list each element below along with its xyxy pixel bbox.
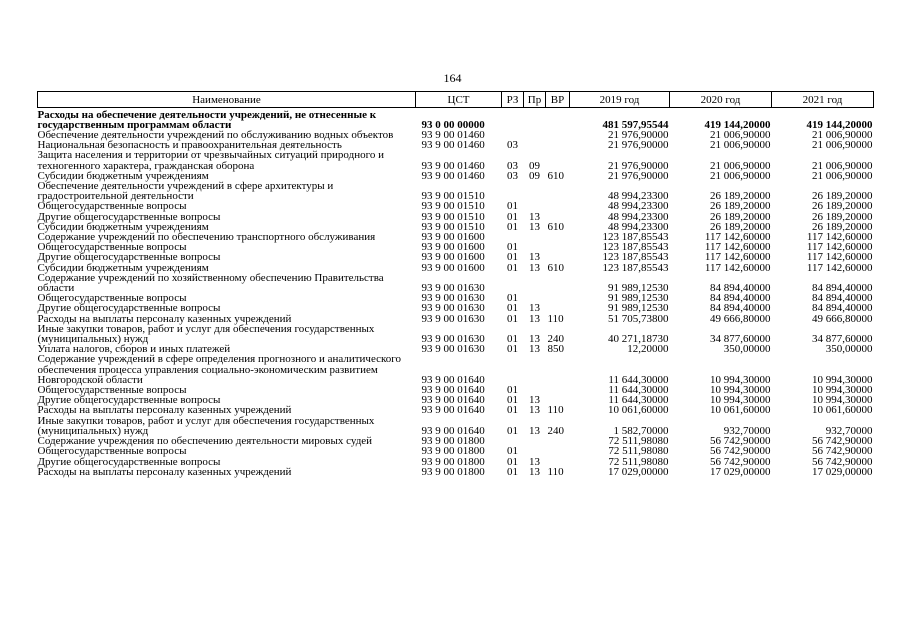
row-amount-2021: 117 142,60000 — [806, 261, 873, 274]
row-pr-code: 13 — [529, 465, 540, 478]
row-amount-2019: 72 511,98080 — [608, 445, 669, 458]
row-pr-code — [524, 436, 546, 446]
row-amount-2020: 21 006,90000 — [710, 129, 771, 141]
row-rz-code: 01 — [507, 445, 518, 458]
row-amount-2019: 91 989,12530 — [608, 282, 669, 295]
row-amount-2020: 49 666,80000 — [710, 312, 771, 325]
row-amount-2021: 26 189,20000 — [812, 210, 873, 223]
row-amount-2020: 117 142,60000 — [704, 231, 771, 244]
row-rz-code: 01 — [507, 455, 518, 468]
row-amount-2020: 26 189,20000 — [710, 210, 771, 223]
row-amount-2020: 84 894,40000 — [710, 282, 771, 295]
row-cst-code: 93 9 00 01510 — [421, 200, 485, 213]
row-amount-2021: 17 029,00000 — [812, 465, 873, 478]
row-amount-2020: 10 061,60000 — [710, 404, 771, 417]
row-amount-2019: 72 511,98080 — [608, 455, 669, 468]
row-name: Другие общегосударственные вопросы — [37, 302, 221, 315]
row-vr-code: 610 — [547, 261, 564, 274]
row-amount-2021: 21 006,90000 — [812, 159, 873, 172]
row-amount-2021: 26 189,20000 — [812, 200, 873, 213]
row-vr-code — [546, 273, 570, 293]
row-amount-2019: 21 976,90000 — [608, 159, 669, 172]
row-amount-2019: 21 976,90000 — [608, 129, 669, 141]
row-amount-2019: 21 976,90000 — [608, 169, 669, 182]
row-amount-2019: 91 989,12530 — [608, 302, 669, 315]
row-name: Другие общегосударственные вопросы — [37, 210, 221, 223]
row-amount-2019: 11 644,30000 — [608, 373, 669, 386]
row-pr-code — [524, 446, 546, 456]
table-row — [38, 181, 874, 201]
row-name: Содержание учреждений по хозяйственному обеспечению Правительства области — [37, 271, 384, 295]
row-vr-code: 610 — [547, 169, 564, 182]
row-cst-code: 93 9 00 01640 — [421, 373, 485, 386]
row-pr-code: 13 — [529, 261, 540, 274]
row-amount-2021: 10 994,30000 — [812, 394, 873, 407]
row-vr-code — [546, 140, 570, 150]
row-cst-code: 93 9 00 01800 — [421, 435, 485, 448]
row-rz-code: 01 — [507, 312, 518, 325]
row-pr-code: 13 — [529, 404, 540, 417]
row-cst-code: 93 9 00 01630 — [421, 302, 485, 315]
row-name: Иные закупки товаров, работ и услуг для обеспечения государственных (муниципальных) нужд — [37, 414, 375, 437]
row-amount-2019: 10 061,60000 — [608, 404, 669, 417]
row-rz-code — [502, 354, 524, 385]
row-cst-code: 93 9 00 01640 — [421, 394, 485, 407]
col-header-cst: ЦСТ — [416, 92, 502, 108]
row-pr-code — [524, 232, 546, 242]
row-rz-code: 01 — [507, 343, 518, 356]
row-amount-2019: 11 644,30000 — [608, 384, 669, 397]
row-rz-code: 03 — [507, 169, 518, 182]
row-amount-2021: 56 742,90000 — [812, 445, 873, 458]
budget-table — [37, 91, 874, 477]
row-amount-2019: 123 187,85543 — [602, 241, 669, 254]
table-body — [38, 108, 874, 477]
row-name: Иные закупки товаров, работ и услуг для обеспечения государственных (муниципальных) нужд — [37, 322, 375, 346]
row-amount-2020: 21 006,90000 — [710, 169, 771, 182]
row-rz-code: 03 — [507, 159, 518, 172]
row-rz-code — [502, 273, 524, 293]
row-amount-2019: 17 029,00000 — [608, 465, 669, 478]
col-header-2021: 2021 год — [772, 92, 874, 108]
row-name: Национальная безопасность и правоохранительная деятельность — [37, 139, 342, 152]
row-name: Общегосударственные вопросы — [37, 384, 187, 397]
row-amount-2019: 12,20000 — [627, 343, 669, 356]
row-amount-2021: 21 006,90000 — [812, 129, 873, 141]
row-name: Общегосударственные вопросы — [37, 241, 187, 254]
row-cst-code: 93 9 00 01460 — [421, 169, 485, 182]
row-name: Субсидии бюджетным учреждениям — [37, 220, 209, 233]
row-pr-code: 09 — [529, 169, 540, 182]
row-amount-2019: 21 976,90000 — [608, 139, 669, 152]
row-rz-code: 01 — [507, 251, 518, 264]
row-amount-2021: 21 006,90000 — [812, 139, 873, 152]
row-name: Другие общегосударственные вопросы — [37, 455, 221, 468]
row-name: Обеспечение деятельности учреждений по обслуживанию водных объектов — [37, 129, 394, 141]
table-row — [38, 273, 874, 293]
row-amount-2021: 117 142,60000 — [806, 251, 873, 264]
row-amount-2021: 350,00000 — [825, 343, 873, 356]
row-cst-code: 93 9 00 01630 — [421, 312, 485, 325]
row-pr-code — [524, 354, 546, 385]
row-pr-code: 13 — [529, 333, 540, 346]
row-name: Содержание учреждений по обеспечению транспортного обслуживания — [37, 231, 376, 244]
row-cst-code: 93 0 00 00000 — [421, 118, 485, 131]
row-amount-2019: 40 271,18730 — [608, 333, 669, 346]
row-vr-code: 110 — [547, 312, 564, 325]
row-amount-2019: 123 187,85543 — [602, 251, 669, 264]
row-rz-code: 01 — [507, 302, 518, 315]
row-name: Содержание учреждения по обеспечению деятельности мировых судей — [37, 435, 373, 448]
row-amount-2019: 48 994,23300 — [608, 200, 669, 213]
row-pr-code: 13 — [529, 312, 540, 325]
table-row — [38, 446, 874, 456]
row-amount-2020: 26 189,20000 — [710, 200, 771, 213]
row-vr-code: 240 — [547, 424, 564, 437]
row-rz-code: 01 — [507, 200, 518, 213]
row-rz-code: 03 — [507, 139, 518, 152]
row-pr-code: 13 — [529, 394, 540, 407]
row-cst-code: 93 9 00 01800 — [421, 445, 485, 458]
row-cst-code: 93 9 00 01640 — [421, 424, 485, 437]
row-vr-code — [546, 130, 570, 140]
table-row — [38, 324, 874, 344]
table-header-row — [38, 92, 874, 108]
row-amount-2020: 56 742,90000 — [710, 455, 771, 468]
row-vr-code — [546, 436, 570, 446]
col-header-2019: 2019 год — [570, 92, 670, 108]
row-amount-2020: 350,00000 — [723, 343, 771, 356]
row-pr-code — [524, 181, 546, 201]
row-amount-2020: 932,70000 — [723, 424, 771, 437]
row-rz-code: 01 — [507, 404, 518, 417]
col-header-name: Наименование — [38, 92, 416, 108]
row-vr-code — [546, 201, 570, 211]
row-amount-2021: 419 144,20000 — [806, 118, 873, 131]
row-rz-code: 01 — [507, 241, 518, 254]
row-amount-2021: 84 894,40000 — [812, 292, 873, 305]
row-pr-code — [524, 130, 546, 140]
row-name: Общегосударственные вопросы — [37, 200, 187, 213]
row-amount-2020: 419 144,20000 — [704, 118, 771, 131]
row-amount-2020: 10 994,30000 — [710, 394, 771, 407]
row-pr-code: 13 — [529, 210, 540, 223]
row-vr-code: 240 — [547, 333, 564, 346]
row-vr-code: 110 — [547, 404, 564, 417]
row-amount-2021: 49 666,80000 — [812, 312, 873, 325]
row-amount-2020: 56 742,90000 — [710, 435, 771, 448]
row-amount-2019: 1 582,70000 — [613, 424, 669, 437]
row-cst-code: 93 9 00 01600 — [421, 261, 485, 274]
row-cst-code: 93 9 00 01640 — [421, 384, 485, 397]
table-row — [38, 354, 874, 385]
row-amount-2021: 34 877,60000 — [812, 333, 873, 346]
row-amount-2020: 84 894,40000 — [710, 292, 771, 305]
row-rz-code: 01 — [507, 220, 518, 233]
row-rz-code: 01 — [507, 210, 518, 223]
row-amount-2021: 10 994,30000 — [812, 384, 873, 397]
row-rz-code: 01 — [507, 261, 518, 274]
row-vr-code: 110 — [547, 465, 564, 478]
row-amount-2020: 117 142,60000 — [704, 251, 771, 264]
row-vr-code — [546, 293, 570, 303]
row-vr-code — [546, 354, 570, 385]
row-amount-2020: 10 994,30000 — [710, 384, 771, 397]
row-amount-2021: 26 189,20000 — [812, 220, 873, 233]
row-amount-2020: 34 877,60000 — [710, 333, 771, 346]
row-rz-code: 01 — [507, 465, 518, 478]
row-rz-code: 01 — [507, 394, 518, 407]
row-name: Уплата налогов, сборов и иных платежей — [37, 343, 231, 356]
row-amount-2020: 21 006,90000 — [710, 159, 771, 172]
row-vr-code — [546, 242, 570, 252]
row-amount-2020: 117 142,60000 — [704, 261, 771, 274]
row-pr-code: 13 — [529, 302, 540, 315]
row-pr-code — [524, 273, 546, 293]
row-amount-2021: 56 742,90000 — [812, 455, 873, 468]
row-amount-2019: 481 597,95544 — [602, 118, 669, 131]
row-pr-code: 13 — [529, 424, 540, 437]
row-cst-code: 93 9 00 01460 — [421, 139, 485, 152]
row-amount-2021: 21 006,90000 — [812, 169, 873, 182]
row-pr-code: 13 — [529, 343, 540, 356]
row-name: Расходы на выплаты персоналу казенных учреждений — [37, 465, 292, 478]
row-amount-2020: 21 006,90000 — [710, 139, 771, 152]
row-amount-2019: 51 705,73800 — [608, 312, 669, 325]
row-cst-code: 93 9 00 01600 — [421, 241, 485, 254]
row-rz-code: 01 — [507, 424, 518, 437]
row-vr-code — [546, 181, 570, 201]
row-cst-code: 93 9 00 01510 — [421, 210, 485, 223]
row-name: Защита населения и территории от чрезвычайных ситуаций природного и техногенного характера, гражданская оборона — [37, 149, 384, 172]
row-cst-code: 93 9 00 01640 — [421, 404, 485, 417]
row-vr-code — [546, 108, 570, 131]
row-amount-2020: 56 742,90000 — [710, 445, 771, 458]
row-rz-code — [502, 181, 524, 201]
row-name: Расходы на обеспечение деятельности учреждений, не отнесенные к государственным программам области — [37, 109, 377, 131]
row-vr-code — [546, 150, 570, 170]
row-pr-code: 09 — [529, 159, 540, 172]
row-cst-code: 93 9 00 01800 — [421, 455, 485, 468]
row-amount-2019: 48 994,23300 — [608, 220, 669, 233]
row-amount-2021: 117 142,60000 — [806, 241, 873, 254]
row-cst-code: 93 9 00 01630 — [421, 292, 485, 305]
row-amount-2020: 17 029,00000 — [710, 465, 771, 478]
row-pr-code: 13 — [529, 455, 540, 468]
row-name: Обеспечение деятельности учреждений в сфере архитектуры и градостроительной деятельности — [37, 180, 334, 203]
row-cst-code: 93 9 00 01630 — [421, 282, 485, 295]
row-pr-code: 13 — [529, 220, 540, 233]
row-amount-2020: 26 189,20000 — [710, 190, 771, 203]
row-vr-code — [546, 385, 570, 395]
row-vr-code — [546, 446, 570, 456]
row-name: Другие общегосударственные вопросы — [37, 251, 221, 264]
row-cst-code: 93 9 00 01800 — [421, 465, 485, 478]
row-amount-2021: 10 994,30000 — [812, 373, 873, 386]
row-amount-2021: 26 189,20000 — [812, 190, 873, 203]
row-rz-code: 01 — [507, 333, 518, 346]
row-pr-code — [524, 108, 546, 131]
row-name: Общегосударственные вопросы — [37, 445, 187, 458]
row-cst-code: 93 9 00 01510 — [421, 220, 485, 233]
row-amount-2020: 10 994,30000 — [710, 373, 771, 386]
row-amount-2019: 72 511,98080 — [608, 435, 669, 448]
row-name: Субсидии бюджетным учреждениям — [37, 169, 209, 182]
row-rz-code — [502, 108, 524, 131]
col-header-vr: ВР — [546, 92, 570, 108]
row-cst-code: 93 9 00 01460 — [421, 159, 485, 172]
row-rz-code: 01 — [507, 384, 518, 397]
row-amount-2021: 84 894,40000 — [812, 282, 873, 295]
row-name: Другие общегосударственные вопросы — [37, 394, 221, 407]
table-row — [38, 467, 874, 477]
row-cst-code: 93 9 00 01600 — [421, 251, 485, 264]
row-cst-code: 93 9 00 01630 — [421, 333, 485, 346]
row-amount-2021: 117 142,60000 — [806, 231, 873, 244]
table-row — [38, 150, 874, 170]
row-vr-code: 850 — [547, 343, 564, 356]
row-amount-2020: 26 189,20000 — [710, 220, 771, 233]
row-rz-code: 01 — [507, 292, 518, 305]
row-cst-code: 93 9 00 01630 — [421, 343, 485, 356]
row-amount-2020: 84 894,40000 — [710, 302, 771, 315]
row-cst-code: 93 9 00 01460 — [421, 129, 485, 141]
row-amount-2019: 48 994,23300 — [608, 190, 669, 203]
row-pr-code: 13 — [529, 251, 540, 264]
col-header-pr: Пр — [524, 92, 546, 108]
col-header-rz: РЗ — [502, 92, 524, 108]
row-name: Расходы на выплаты персоналу казенных учреждений — [37, 312, 292, 325]
row-amount-2021: 56 742,90000 — [812, 435, 873, 448]
row-amount-2019: 48 994,23300 — [608, 210, 669, 223]
row-amount-2019: 123 187,85543 — [602, 261, 669, 274]
row-vr-code: 610 — [547, 220, 564, 233]
row-name: Общегосударственные вопросы — [37, 292, 187, 305]
row-amount-2021: 10 061,60000 — [812, 404, 873, 417]
row-name: Содержание учреждений в сфере определения прогнозного и аналитического обеспечения процесса управления социально-экономическим развитием Новгородской области — [37, 353, 402, 386]
row-amount-2021: 84 894,40000 — [812, 302, 873, 315]
table-row — [38, 108, 874, 131]
col-header-2020: 2020 год — [670, 92, 772, 108]
row-amount-2021: 932,70000 — [825, 424, 873, 437]
row-amount-2020: 117 142,60000 — [704, 241, 771, 254]
table-row — [38, 416, 874, 436]
row-cst-code: 93 9 00 01510 — [421, 190, 485, 203]
row-cst-code: 93 9 00 01600 — [421, 231, 485, 244]
row-amount-2019: 11 644,30000 — [608, 394, 669, 407]
row-vr-code — [546, 232, 570, 242]
row-name: Субсидии бюджетным учреждениям — [37, 261, 209, 274]
row-name: Расходы на выплаты персоналу казенных учреждений — [37, 404, 292, 417]
page-number: 164 — [443, 71, 462, 85]
row-amount-2019: 123 187,85543 — [602, 231, 669, 244]
row-amount-2019: 91 989,12530 — [608, 292, 669, 305]
row-pr-code — [524, 140, 546, 150]
